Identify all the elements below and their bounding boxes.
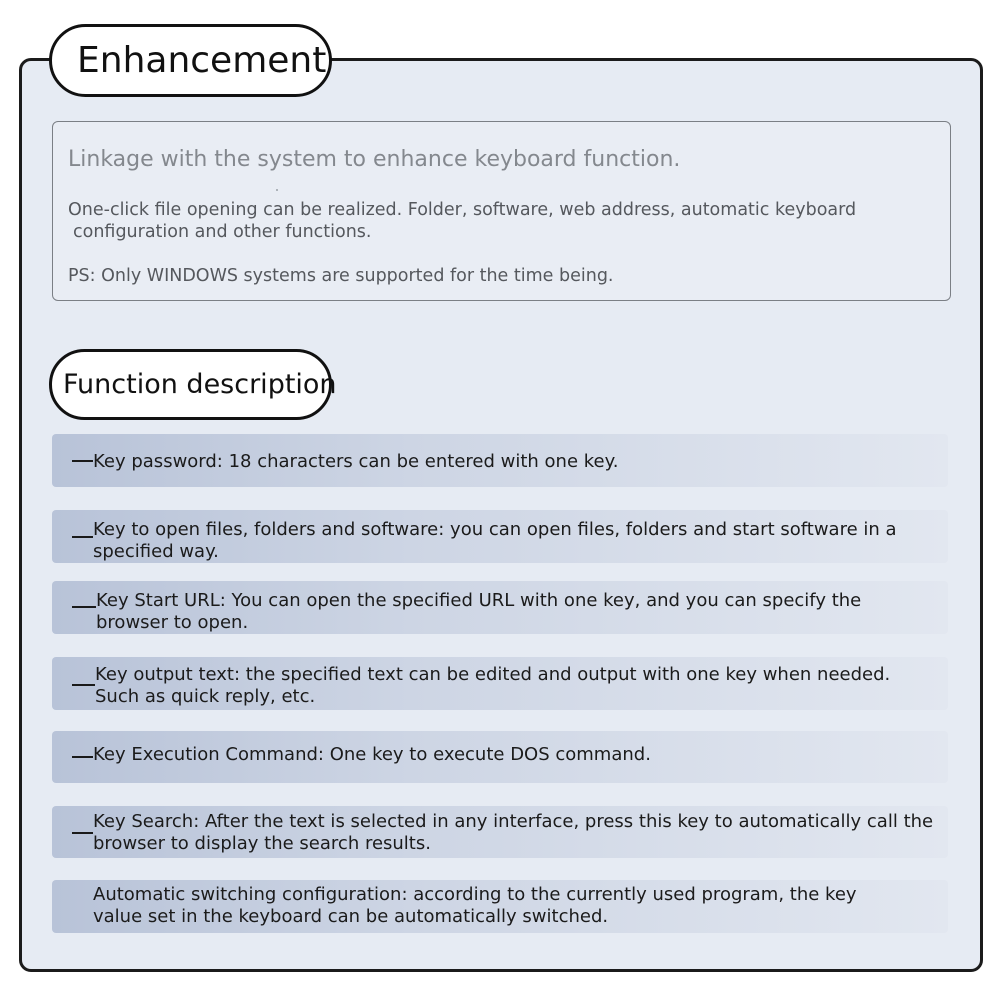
enhancement-info-box <box>52 121 951 301</box>
feature-line1: Key Execution Command: One key to execute DOS command. <box>93 744 651 765</box>
dash-icon <box>72 684 95 686</box>
enhancement-body-line1: One-click file opening can be realized. Folder, software, web address, automatic keyboard <box>68 200 857 220</box>
enhancement-note: PS: Only WINDOWS systems are supported for the time being. <box>68 266 614 286</box>
feature-line2: Such as quick reply, etc. <box>95 686 316 707</box>
dash-icon <box>72 756 93 758</box>
feature-row-key-search <box>52 806 948 858</box>
feature-text <box>93 884 857 928</box>
feature-line2: browser to open. <box>96 612 249 633</box>
feature-text <box>93 744 651 766</box>
feature-line1: Key password: 18 characters can be entered with one key. <box>93 451 619 472</box>
section-title-enhancement: Enhancement <box>49 24 332 97</box>
feature-text <box>93 451 618 473</box>
decorative-dot <box>276 189 278 191</box>
dash-icon <box>72 536 93 538</box>
feature-text <box>96 590 861 634</box>
feature-row-auto-switching <box>52 880 948 933</box>
feature-line1: Key output text: the specified text can be edited and output with one key when needed. <box>95 664 891 685</box>
feature-row-output-text <box>52 657 948 710</box>
enhancement-body-line2: configuration and other functions. <box>73 222 372 242</box>
feature-line1: Key Search: After the text is selected in any interface, press this key to automatically call the <box>93 811 934 832</box>
feature-row-start-url <box>52 581 948 634</box>
feature-row-execution-command <box>52 731 948 783</box>
enhancement-body <box>68 199 856 243</box>
feature-line2: value set in the keyboard can be automatically switched. <box>93 906 609 927</box>
dash-icon <box>72 606 96 608</box>
feature-line1: Key Start URL: You can open the specified URL with one key, and you can specify the <box>96 590 862 611</box>
feature-line1: Key to open files, folders and software: you can open files, folders and start software in a <box>93 519 897 540</box>
feature-text <box>93 811 933 855</box>
feature-text <box>95 664 890 708</box>
feature-line1: Automatic switching configuration: according to the currently used program, the key <box>93 884 857 905</box>
section-title-function-description: Function description <box>49 349 332 420</box>
feature-row-key-password <box>52 434 948 487</box>
feature-row-open-files <box>52 510 948 563</box>
feature-text <box>93 519 897 563</box>
dash-icon <box>72 460 93 462</box>
dash-icon <box>72 832 93 834</box>
feature-line2: browser to display the search results. <box>93 833 431 854</box>
enhancement-headline: Linkage with the system to enhance keyboard function. <box>68 147 681 172</box>
feature-line2: specified way. <box>93 541 219 562</box>
